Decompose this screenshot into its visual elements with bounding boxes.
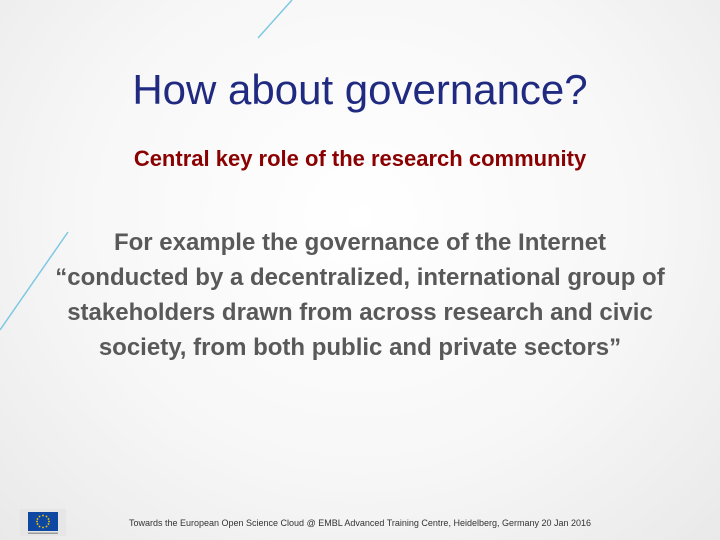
slide-title: How about governance? [132,66,588,113]
accent-line-top [258,0,292,38]
slide-footer: Towards the European Open Science Cloud @ EMBL Advanced Training Centre, Heidelberg, Germany 20 Jan 2016 [128,518,592,528]
logo-caption-bar [28,533,58,535]
slide-subtitle: Central key role of the research community [133,146,587,171]
slide-body-text: For example the governance of the Internet “conducted by a decentralized, international group of stakeholders drawn from across research and civic society, from both public and private sectors” [55,229,665,361]
